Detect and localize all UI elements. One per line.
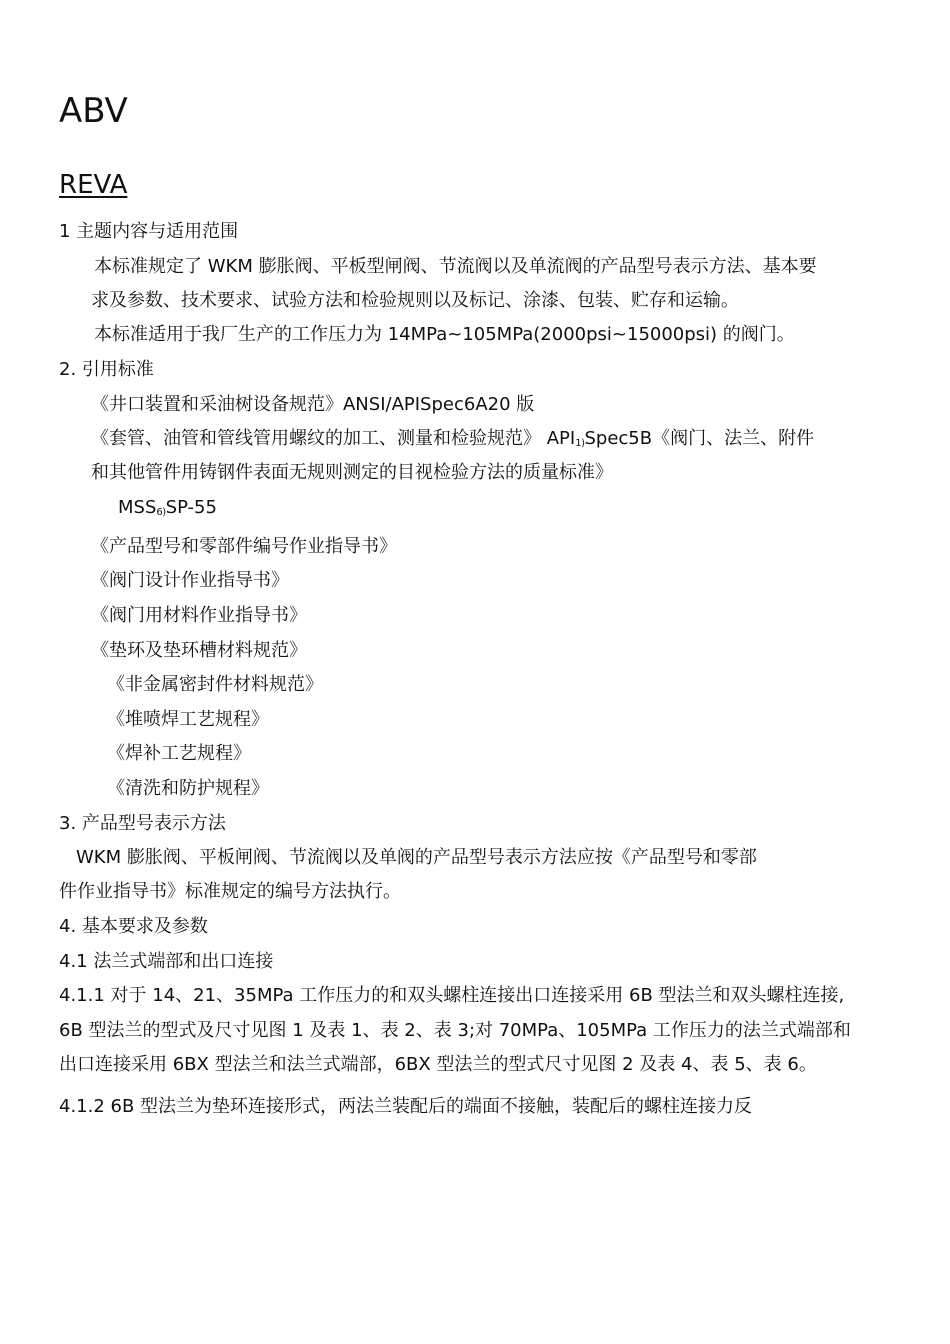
section-4-1-2-line: 4.1.2 6B 型法兰为垫环连接形式，两法兰装配后的端面不接触，装配后的螺柱连接力反 — [59, 1096, 753, 1117]
section-4-1-1-line: 出口连接采用 6BX 型法兰和法兰式端部，6BX 型法兰的型式尺寸见图 2 及表 4、表 5、表 6。 — [59, 1054, 817, 1075]
reference-item — [91, 427, 814, 456]
section-4-heading: 4. 基本要求及参数 — [59, 916, 208, 937]
reference-text: SP-55 — [165, 497, 217, 518]
section-4-1-1-line: 6B 型法兰的型式及尺寸见图 1 及表 1、表 2、表 3;对 70MPa、105MPa 工作压力的法兰式端部和 — [59, 1020, 851, 1041]
reference-item: 《非金属密封件材料规范》 — [107, 674, 323, 695]
reference-item: 《阀门设计作业指导书》 — [91, 570, 289, 591]
reference-item: 《垫环及垫环槽材料规范》 — [91, 640, 307, 661]
section-3-heading: 3. 产品型号表示方法 — [59, 813, 226, 834]
section-3-paragraph-line: 件作业指导书》标准规定的编号方法执行。 — [59, 881, 401, 902]
reference-text: MSS — [118, 497, 157, 518]
section-1-heading: 1 主题内容与适用范围 — [59, 221, 239, 242]
section-4-1-1-line: 4.1.1 对于 14、21、35MPa 工作压力的和双头螺柱连接出口连接采用 6B 型法兰和双头螺柱连接, — [59, 985, 845, 1006]
reference-text: 《套管、油管和管线管用螺纹的加工、测量和检验规范》 API — [91, 428, 576, 449]
reference-item: 《井口装置和采油树设备规范》ANSI/APISpec6A20 版 — [91, 394, 535, 415]
revision-label: REVA — [59, 170, 128, 200]
reference-item — [118, 496, 217, 525]
footnote-marker: 1) — [575, 438, 585, 449]
section-1-scope-line: 本标准适用于我厂生产的工作压力为 14MPa~105MPa(2000psi~15000psi) 的阀门。 — [94, 324, 795, 345]
section-1-paragraph-line: 求及参数、技术要求、试验方法和检验规则以及标记、涂漆、包装、贮存和运输。 — [91, 290, 739, 311]
reference-text: Spec5B《阀门、法兰、附件 — [584, 428, 815, 449]
reference-item-continued: 和其他管件用铸钢件表面无规则测定的目视检验方法的质量标准》 — [91, 462, 613, 483]
reference-item: 《堆喷焊工艺规程》 — [107, 709, 269, 730]
section-1-paragraph-line: 本标准规定了 WKM 膨胀阀、平板型闸阀、节流阀以及单流阀的产品型号表示方法、基本要 — [94, 256, 817, 277]
reference-item: 《阀门用材料作业指导书》 — [91, 605, 307, 626]
brand-title: ABV — [59, 91, 128, 131]
reference-item: 《清洗和防护规程》 — [107, 778, 269, 799]
reference-item: 《焊补工艺规程》 — [107, 743, 251, 764]
footnote-marker: 6) — [156, 507, 166, 518]
section-2-heading: 2. 引用标准 — [59, 359, 154, 380]
section-4-1-heading: 4.1 法兰式端部和出口连接 — [59, 951, 274, 972]
reference-item: 《产品型号和零部件编号作业指导书》 — [91, 536, 397, 557]
section-3-paragraph-line: WKM 膨胀阀、平板闸阀、节流阀以及单阀的产品型号表示方法应按《产品型号和零部 — [76, 847, 757, 868]
